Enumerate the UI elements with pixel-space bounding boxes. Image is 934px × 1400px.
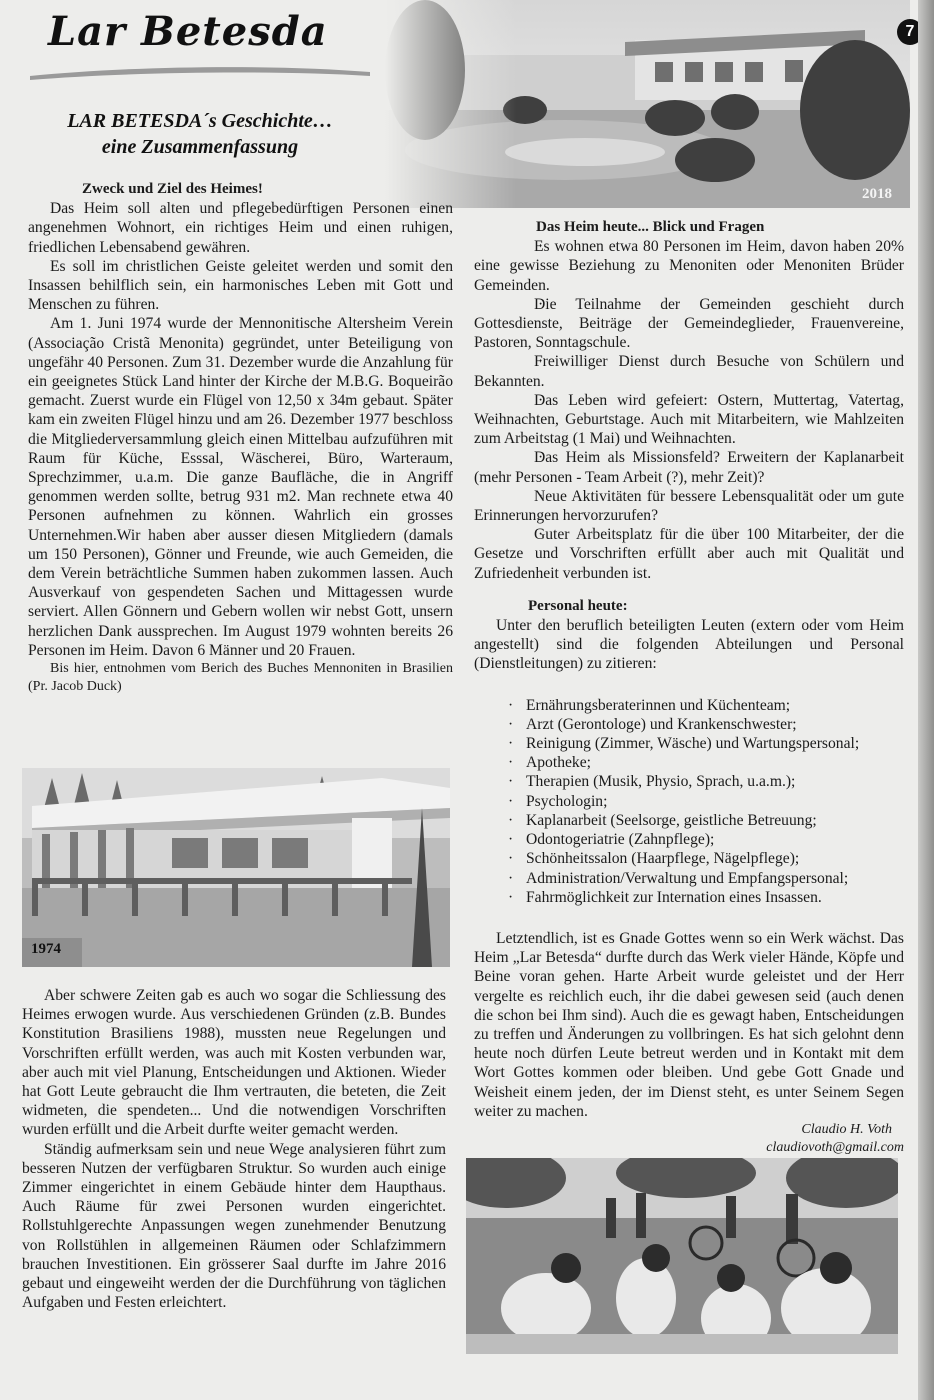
personal-intro: Unter den beruflich beteiligten Leuten (extern oder vom Heim angestellt) sind die folgenden Abteilungen und Personal (Dienstleitungen) zu zitieren: xyxy=(474,617,904,673)
header-swoosh xyxy=(30,62,370,82)
department-item: · Apotheke; xyxy=(504,753,904,772)
list-item: · Guter Arbeitsplatz für die über 100 Mitarbeiter, der die Gesetze und Vorschriften erfüllt aber auch mit Qualität und Zufriedenheit verbunden ist. xyxy=(474,525,904,583)
author-name: Claudio H. Voth xyxy=(801,1121,892,1137)
historic-photo-caption: 1974 xyxy=(31,941,61,957)
list-item: · Die Teilnahme der Gemeinden geschieht durch Gottesdienste, Beiträge der Gemeindeglieder, Frauenvereine, Pastoren, Sonntagschule. xyxy=(474,295,904,353)
paragraph: Am 1. Juni 1974 wurde der Mennonitische Altersheim Verein (Associação Cristã Menonita) gegründet, unter Beteiligung von ungefähr 40 Personen. Zum 31. Dezember wurde die Anzahlung für ein geeignetes Stück Land hinter der Kirche der M.B.G. Boqueirão gemacht. Zuerst wurde ein Flügel von 12,50 x 34m gebaut. Später kam ein zweiten Flügel hinzu und am 26. Dezember 1977 beschloss die Mitgliederversammlung gleich einen Mittelbau aufzuführen mit Raum für Küche, Esssal, Wäscherei, Büro, Warteraum, Sprechzimmer, u.a.m. Die ganze Baufläche, die in Angriff genommen werden sollte, betrug 931 m2. Man rechnete etwa 40 Personen aufnehmen zu können. Wahrlich ein grosses Unternehmen.Wir haben aber ausser diesen Mitgliedern (damals um 150 Personen), Gönner und Freunde, wie auch Gemeiden, die dem Verein beträchtliche Summen haben zukommen lassen. Auch Ausverkauf von gespendeten Sachen und Mittagessen wurde serviert. Allen Gönnern und Gebern wollen wir nebst Gott, unsern herzlichen Dank aussprechen. Im August 1979 wohnten bereits 26 Personen im Heim. Davon 6 Männer und 20 Frauen. xyxy=(28,315,453,659)
department-item: · Psychologin; xyxy=(504,792,904,811)
paragraph: Ständig aufmerksam sein und neue Wege analysieren führt zum besseren Nutzen der verfügbaren Struktur. So wurden auch einige Zimmer eingerichtet in einem Gebäude hinter dem Haupthaus. Auch Räume für zwei Personen wurden eingerichtet. Rollstuhlgerechte Anpassungen wegen zunehmender Benutzung von Rollstühlen in allgemeinen Räumen oder Schlafzimmern brauchen Investitionen. Ein grösserer Saal durfte im Jahre 2016 gebaut und eingeweiht werden der die Durchführung von täglichen Aufgaben und Festen erleichtert. xyxy=(22,1140,446,1312)
header-photo-caption: 2018 xyxy=(862,186,892,202)
author-email: claudiovoth@gmail.com xyxy=(766,1139,904,1155)
department-item: · Therapien (Musik, Physio, Sprach, u.a.m.); xyxy=(504,772,904,791)
page-number-badge: 7 xyxy=(897,19,923,45)
article-title-line2: eine Zusammenfassung xyxy=(101,136,299,158)
paragraph: Das Heim soll alten und pflegebedürftigen Personen einen angenehmen Wohnort, ein richtiges Heim und einen ruhigen, friedlichen Lebensabend gewähren. xyxy=(28,200,453,256)
residents-group-photo xyxy=(466,1158,898,1354)
list-item: · Freiwilliger Dienst durch Besuche von Schülern und Bekannten. xyxy=(474,352,904,390)
department-item: · Reinigung (Zimmer, Wäsche) und Wartungspersonal; xyxy=(504,734,904,753)
paragraph: Es soll im christlichen Geiste geleitet werden und somit den Insassen behilflich sein, ein harmonisches Leben mit Gott und Menschen zu führen. xyxy=(28,257,453,314)
left-column-top xyxy=(28,180,453,696)
header-title: Lar Betesda xyxy=(48,8,328,55)
header-photo-2018 xyxy=(385,0,910,208)
list-item: · Das Heim als Missionsfeld? Erweitern der Kaplanarbeit (mehr Personen - Team Arbeit (?), mehr Zeit)? xyxy=(474,448,904,486)
list-item: · Es wohnen etwa 80 Personen im Heim, davon haben 20% eine gewisse Beziehung zu Menoniten oder Menoniten Brüder Gemeinden. xyxy=(474,237,904,295)
department-item: · Administration/Verwaltung und Empfangspersonal; xyxy=(504,869,904,888)
department-list xyxy=(474,696,904,907)
closing-paragraph: Letztendlich, ist es Gnade Gottes wenn so ein Werk wächst. Das Heim „Lar Betesda“ durfte durch das Werk vieler Hände, Köpfe und Beine voran gehen. Harte Arbeit wurde geleistet und der Herr vergelte es reichlich euch, ihr die dabei gewesen seid (auch denen die schon bei Ihm sind). Auch die es gewagt haben, Entscheidungen zu treffen und Änderungen zu vollbringen. Es hat sich gelohnt denn heute noch dürfen Leute betreut werden und in Kontakt mit dem Wort Gottes kommen oder bleiben. Und gebe Gott Gnade und Weisheit einem jeden, der im Dienst steht, es unter Seinem Segen weiter zu machen. xyxy=(474,929,904,1120)
right-column xyxy=(474,218,904,1157)
paragraph: Aber schwere Zeiten gab es auch wo sogar die Schliessung des Heimes erwogen wurde. Aus verschiedenen Gründen (z.B. Bundes Konstitution Brasiliens 1988), mussten neue Regelungen und Vorschriften erfüllt werden, was auch mit Kosten verbunden war, aber auch mit viel Planung, Entscheidungen und Aktionen. Wieder hat Gott Leute gebraucht die Ihm vertrauten, die beteten, die Zeit widmeten, die spendeten... Und die notwendigen Vorschriften wurden erfüllt und die Arbeit durfte weiter gemacht werden. xyxy=(22,987,446,1139)
department-item: · Ernährungsberaterinnen und Küchenteam; xyxy=(504,696,904,715)
today-list xyxy=(474,237,904,583)
today-heading: Das Heim heute... Blick und Fragen xyxy=(536,219,765,235)
personal-heading: Personal heute: xyxy=(528,597,628,614)
historic-photo-1974 xyxy=(22,768,450,967)
department-item: · Fahrmöglichkeit zur Internation eines Insassen. xyxy=(504,888,904,907)
article-title xyxy=(30,108,370,160)
source-note: Bis hier, entnohmen vom Berich des Buches Mennoniten in Brasilien (Pr. Jacob Duck) xyxy=(28,661,453,695)
department-item: · Arzt (Gerontologe) und Krankenschwester; xyxy=(504,715,904,734)
department-item: · Schönheitssalon (Haarpflege, Nägelpflege); xyxy=(504,849,904,868)
page-spine xyxy=(918,0,934,1400)
department-item: · Odontogeriatrie (Zahnpflege); xyxy=(504,830,904,849)
list-item: · Neue Aktivitäten für bessere Lebensqualität oder um gute Erinnerungen hervorzurufen? xyxy=(474,487,904,525)
department-item: · Kaplanarbeit (Seelsorge, geistliche Betreuung; xyxy=(504,811,904,830)
purpose-heading: Zweck und Ziel des Heimes! xyxy=(82,181,263,197)
article-title-line1: LAR BETESDA´s Geschichte… xyxy=(67,110,333,132)
list-item: · Das Leben wird gefeiert: Ostern, Muttertag, Vatertag, Weihnachten, Geburtstage. Auch mit Mitarbeitern, wie Mahlzeiten zum Arbeitstag (1 Mai) und Weihnachten. xyxy=(474,391,904,449)
left-column-bottom xyxy=(22,986,446,1312)
